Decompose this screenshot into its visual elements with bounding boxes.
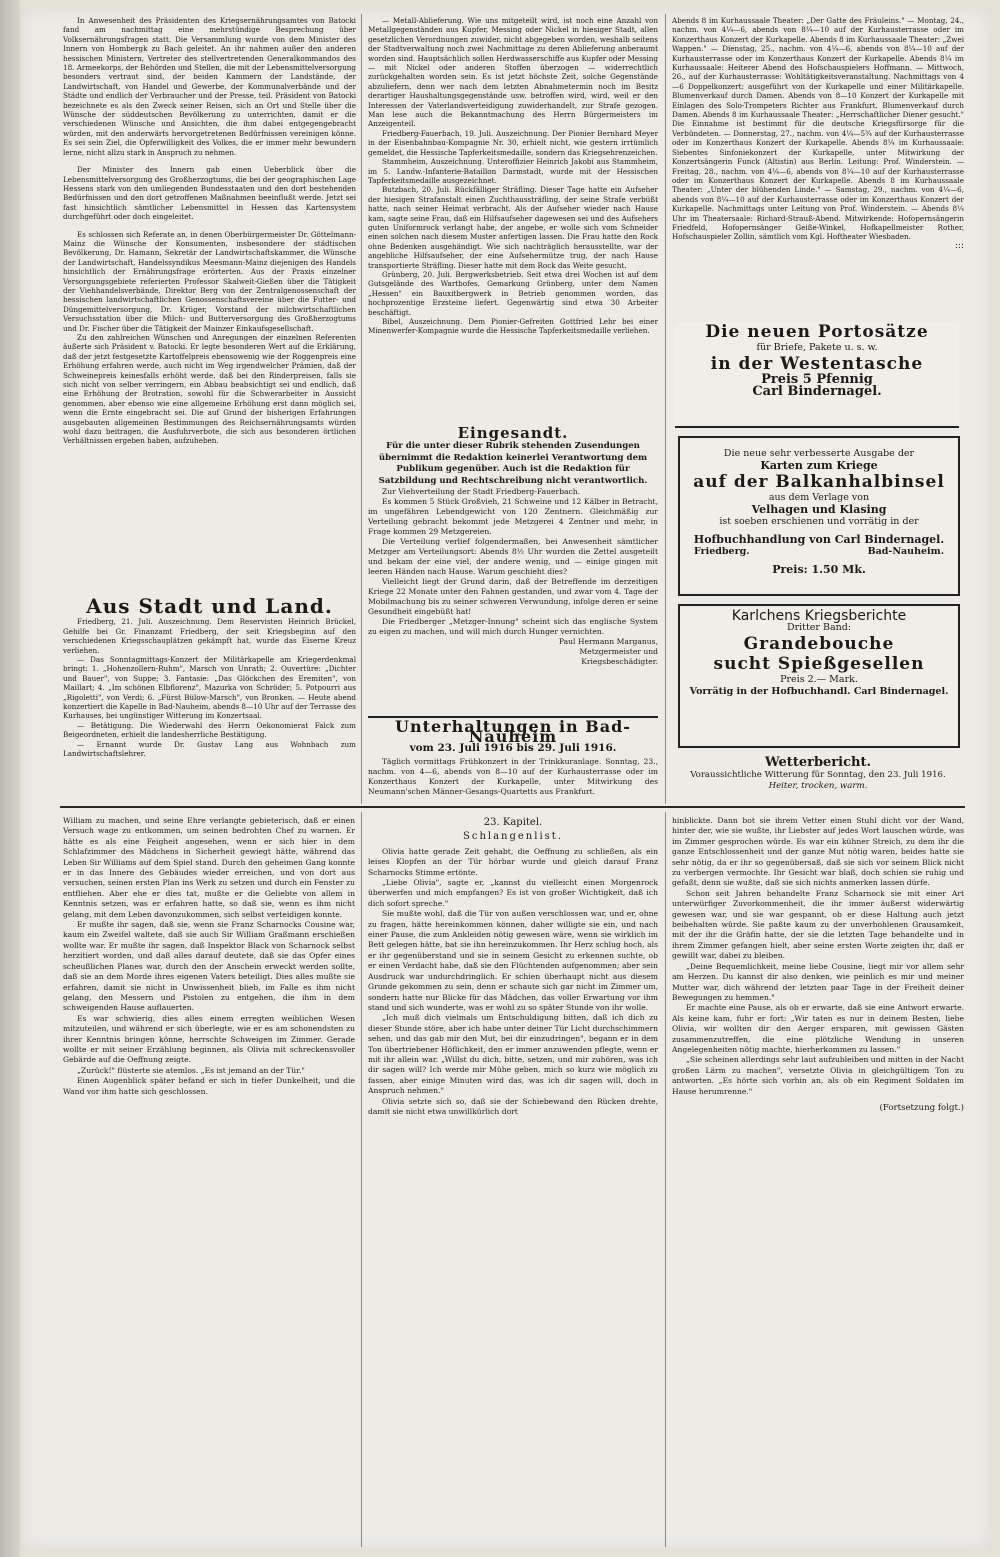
news-item: Friedberg-Fauerbach, 19. Juli. Auszeichnung. Der Pionier Bernhard Meyer in der Eisenbahnbau-Kompagnie Nr. 30, erhielt nicht, wie gestern irrtümlich gemeldet, die Hessische Tapferkeitsmedaille, sondern das Kriegsehrenzeichen. bbox=[368, 128, 658, 157]
letter-paragraph: Die Verteilung verlief folgendermaßen, bei Anwesenheit sämtlicher Metzger am Verteilungsort: Abends 8½ Uhr wurden die Zettel ausgeteilt und bekam der eine viel, der andere wenig, und — einige gingen mit leeren Händen nach Hause. Warum geschieht dies? bbox=[368, 537, 658, 576]
ad-line: für Briefe, Pakete u. s. w. bbox=[756, 342, 878, 353]
ad-city: Friedberg. bbox=[694, 546, 750, 557]
right-column bbox=[672, 16, 964, 316]
ad-line: Die neue sehr verbesserte Ausgabe der bbox=[723, 448, 915, 459]
left-column bbox=[63, 16, 356, 586]
ad-headline: auf der Balkanhalbinsel bbox=[693, 472, 945, 492]
wetter-line: Voraussichtliche Witterung für Sonntag, den 23. Juli 1916. bbox=[690, 769, 946, 780]
section-title: Unterhaltungen in Bad-Nauheim bbox=[395, 717, 631, 746]
ad-headline: sucht Spießgesellen bbox=[713, 654, 925, 674]
column-rule bbox=[665, 14, 666, 804]
ad-line: aus dem Verlage von bbox=[768, 492, 870, 503]
unterhaltungen-section bbox=[368, 716, 658, 806]
news-item: Friedberg, 21. Juli. Auszeichnung. Dem Reservisten Heinrich Brückel, Gehilfe bei Gr. Finanzamt Friedberg, der seit Kriegsbeginn auf den verschiedenen Kriegsschauplätzen gekämpft hat, wurde das Eiserne Kreuz verliehen. bbox=[63, 617, 356, 655]
article-paragraph: Es schlossen sich Referate an, in denen Oberbürgermeister Dr. Göttelmann-Mainz die Wünsche der Konsumenten, insbesondere der städtischen Bevölkerung, Dr. Hamann, Sekretär der Landwirtschaftskammer, die Wünsche der Landwirtschaft, Handelssyndikus Meesmann-Mainz diejenigen des Handels hinsichtlich der Ernährungsfrage erörterten. Aus der Praxis einzelner Versorgungsgebiete referierten Professor Skalweit-Gießen über die Tätigkeit der Viehhandelsverbände, Direktor Berg von der Zentralgenossenschaft der hessischen landwirtschaftlichen Genossenschaftsvereine über die Futter- und Düngemittelversorgung, Dr. Krüger, Vorstand der milchwirtschaftlichen Versuchsstation über die Milch- und Butterversorgung des Großherzogtums und Dr. Fischer über die Tätigkeit der Mainzer Einkaufsgesellschaft. bbox=[63, 229, 356, 333]
news-item: — Metall-Ablieferung. Wie uns mitgeteilt wird, ist noch eine Anzahl von Metallgegenständen aus Kupfer, Messing oder Nickel in hiesiger Stadt, allen gesetzlichen Verordnungen zuwider, nicht abgegeben worden, weshalb seitens der Stadtverwaltung noch zwei Nachmittage zu deren Ablieferung anberaumt worden sind. Hauptsächlich sollen Herdwasserschiffe aus Kupfer oder Messing — mit Nickel oder anderen Stoffen überzogen — widerrechtlich zurückgehalten worden sein. Es ist jetzt höchste Zeit, solche Gegenstände abzuliefern, denn wer nach dem letzten Abnahmetermin noch im Besitz derartiger Haushaltungsgegenstände usw. betroffen wird, wird, weil er den Interessen der Vaterlandsverteidigung zuwiderhandelt, zur Strafe gezogen. Man lese auch die Bekanntmachung des Herrn Bürgermeisters im Anzeigenteil. bbox=[368, 16, 658, 129]
story-paragraph: Schon seit Jahren behandelte Franz Scharnock sie mit einer Art unterwürfiger Zuvorkommenheit, die ihr immer äußerst widerwärtig gewesen war, und sie war gespannt, ob er diese Haltung auch jetzt beibehalten würde. Sie paßte kaum zu der unverhohlenen Grausamkeit, mit der ihr die Gräfin hatte, der sie die letzten Tage behandelte und in ihrem Zimmer gefangen hielt, aber seine ersten Worte zeigten ihr, daß er gewillt war, dabei zu bleiben. bbox=[672, 888, 964, 961]
article-paragraph: Der Minister des Innern gab einen Ueberblick über die Lebensmittelversorgung des Großherzogtums, die bei der geographischen Lage Hessens stark von den umliegenden Bundesstaaten und den dort bestehenden Bedürfnissen und den dort getroffenen Maßnahmen beeinflußt werde. Jetzt sei fast hinsichtlich sämtlicher Lebensmittel in Hessen das Kartensystem durchgeführt oder doch eingeleitet. bbox=[63, 165, 356, 222]
story-column-1 bbox=[63, 816, 355, 1546]
ad-shop: Hofbuchhandlung von Carl Bindernagel. bbox=[693, 533, 945, 546]
signature: Kriegsbeschädigter. bbox=[581, 657, 658, 666]
wetterbericht bbox=[672, 756, 964, 800]
story-paragraph: „Zurück!" flüsterte sie atemlos. „Es ist jemand an der Tür." bbox=[77, 1065, 305, 1075]
story-paragraph: Olivia hatte gerade Zeit gehabt, die Oeffnung zu schließen, als ein leises Klopfen an der Tür hörbar wurde und gleich darauf Franz Scharnocks Stimme ertönte. bbox=[368, 846, 658, 877]
page-edge bbox=[0, 0, 20, 1557]
story-paragraph: Olivia setzte sich so, daß sie der Schiebewand den Rücken drehte, damit sie nicht etwa unwillkürlich dort bbox=[368, 1096, 658, 1116]
end-marker: ::: bbox=[954, 240, 964, 251]
news-item: Bibel, Auszeichnung. Dem Pionier-Gefreiten Gottfried Lehr bei einer Minenwerfer-Kompagnie wurde die Hessische Tapferkeitsmedaille verliehen. bbox=[368, 317, 658, 336]
chapter-title: Schlangenlist. bbox=[463, 831, 563, 843]
ad-price: Preis 2.— Mark. bbox=[780, 674, 858, 685]
story-paragraph: Er mußte ihr sagen, daß sie, wenn sie Franz Scharnocks Cousine war, kaum ein Zweifel waltete, daß sie auch Sir William Graßmann erschießen wollte war. Er mußte ihr sagen, daß Inspektor Black von Scharnock selbst herzitiert worden, und daß alles darauf deutete, daß sie das Opfer eines scheußlichen Planes war, durch den der Anschein erweckt werden sollte, daß sie an dem Morde ihres eigenen Vaters beteiligt. Dies alles mußte sie erfahren, damit sie nicht in Unwissenheit blieb, im Falle es ihm nicht gelang, den Messern und Pistolen zu entgehen, die ihm in dem schweigenden Hause auflauerten. bbox=[63, 920, 355, 1013]
ad-publisher: Carl Bindernagel. bbox=[752, 384, 882, 399]
story-paragraph: William zu machen, und seine Ehre verlangte gebieterisch, daß er einen Versuch wage zu entkommen, um seinen bedrohten Chef zu warnen. Er hätte es als eine Feigheit angesehen, wenn er sich hier in dem Schlafzimmer des Mädchens in Sicherheit gewiegt hätte, während das Leben Sir Williams auf dem Spiel stand. Durch den geheimen Gang konnte er in das Innere des Gebäudes wieder erreichen, und von dort aus versuchen, seinen ersten Plan ins Werk zu setzen und durch ein Fenster zu entfliehen. Aber ehe er dies tat, mußte er die Geliebte von allem in Kenntnis setzen, was er erfahren hatte, so daß sie, wenn es ihm nicht gelang, mit dem Leben davonzukommen, sich selbst verteidigen konnte. bbox=[63, 816, 355, 919]
story-paragraph: „Ich muß dich vielmals um Entschuldigung bitten, daß ich dich zu dieser Stunde störe, aber ich habe unter deiner Tür Licht durchschimmern sehen, und das gab mir den Mut, bei dir einzudringen", begann er in dem Ton übertriebener Höflichkeit, den er immer anzuwenden pflegte, wenn er mit ihr allein war. „Willst du dich, bitte, setzen, und mir zuhören, was ich dir sagen will? Ich werde mir Mühe geben, mich so kurz wie möglich zu fassen, aber einige Minuten wird das, was ich dir sagen will, doch in Anspruch nehmen." bbox=[368, 1013, 658, 1096]
story-paragraph: hinblickte. Dann bot sie ihrem Vetter einen Stuhl dicht vor der Wand, hinter der, wie sie wußte, ihr Liebster auf jedes Wort lauschen würde, was im Zimmer gesprochen würde. Es war ein kühner Streich, zu dem ihr die ganze Entschlossenheit und der ganze Mut nötig waren, beides hatte sie sehr nötig, da er ihr so gegenübersaß, daß sie sich vor seinem Blick nicht zu verbergen vermochte. Ihr Gesicht war blaß, doch schien sie ruhig und gefaßt, denn sie wußte, daß sie sich nichts anmerken lassen dürfe. bbox=[672, 816, 964, 888]
column-rule bbox=[361, 812, 362, 1547]
ad-headline: Grandebouche bbox=[743, 634, 895, 654]
ad-line: Velhagen und Klasing bbox=[751, 503, 887, 516]
article-paragraph: Zu den zahlreichen Wünschen und Anregungen der einzelnen Referenten äußerte sich Präsident v. Batocki. Er legte besonderen Wert auf die Erklärung, daß der jetzt festgesetzte Kartoffelpreis ebensowenig wie der Roggenpreis eine Erhöhung erfahren werde, auch nicht im Weg irgendwelcher Prämien, daß der Schweinepreis keinesfalls erhöht werde, daß bei den Rinderpreisen, falls sie sich nicht von selber verringern, ein Abbau beabsichtigt sei und endlich, daß eine Erhöhung der Brotration, sowohl für die Schwerarbeiter in Aussicht genommen, aber ebenso wie eine allgemeine Erhöhung erst dann möglich sei, wenn die Ernte eingebracht sei. Die auf Grund der bisherigen Erfahrungen ausgebauten allgemeinen Bestimmungen des Reichsernährungsamts würden wohl dazu beitragen, die Ausfuhrverbote, die sich aus besonderen örtlichen Verhältnissen ergeben haben, aufzuheben. bbox=[63, 333, 356, 446]
ad-city: Bad-Nauheim. bbox=[867, 546, 944, 557]
letter-paragraph: Es kommen 5 Stück Großvieh, 21 Schweine und 12 Kälber in Betracht, im ungefähren Lebendgewicht von 120 Zentnern. Gleichmäßig zur Verteilung gebracht bekommt jede Metzgerei 4 Zentner und mehr, in Frage kommen 29 Metzgereien. bbox=[368, 497, 658, 536]
ad-price: Preis 5 Pfennig bbox=[761, 372, 873, 387]
event-paragraph: Täglich vormittags Frühkonzert in der Trinkkuranlage. Sonntag, 23., nachm. von 4—6, abends von 8—10 auf der Kurhausterrasse oder im Konzerthaus Konzert der Kurkapelle, unter Mitwirkung des Neumann'schen Männer-Gesangs-Quartetts aus Frankfurt. bbox=[368, 757, 658, 796]
wetter-title: Wetterbericht. bbox=[765, 756, 871, 770]
ad-line: Karten zum Kriege bbox=[760, 459, 878, 472]
middle-column bbox=[368, 16, 658, 420]
ad-line: Dritter Band: bbox=[786, 622, 852, 633]
chapter-number: 23. Kapitel. bbox=[483, 817, 543, 828]
ad-balkan-karten bbox=[678, 436, 960, 596]
ad-title: Karlchens Kriegsberichte bbox=[731, 608, 907, 624]
signature: Metzgermeister und bbox=[579, 647, 658, 656]
story-paragraph: Einen Augenblick später befand er sich in tiefer Dunkelheit, und die Wand vor ihm hatte sich geschlossen. bbox=[63, 1076, 355, 1096]
story-paragraph: Sie mußte wohl, daß die Tür von außen verschlossen war, und er, ohne zu fragen, hätte hereinkommen können, daher willigte sie ein, und nach einer Pause, die zum Ankleiden nötig gewesen wäre, wenn sie wirklich im Bett gelegen hätte, bat sie ihn hereinzukommen. Ihr Herz schlug hoch, als er ihr gegenüberstand und sie in seinem Gesicht zu erkennen suchte, ob er einen Verdacht habe, daß sie den Flüchtenden aufgenommen; aber sein Ausdruck war undurchdringlich. Er schien überhaupt nicht aus diesem Grunde gekommen zu sein, denn er schaute sich gar nicht im Zimmer um, sondern hatte nur Blicke für das Mädchen, das voller Erwartung vor ihm stand und sich wunderte, was er wohl zu so später Stunde von ihr wolle. bbox=[368, 909, 658, 1012]
section-subtitle: vom 23. Juli 1916 bis 29. Juli 1916. bbox=[409, 742, 617, 754]
signature: Paul Hermann Marganus, bbox=[558, 637, 658, 646]
column-rule bbox=[361, 14, 362, 804]
story-paragraph: Er machte eine Pause, als ob er erwarte, daß sie eine Antwort erwarte. Als keine kam, fuhr er fort: „Wir taten es nur in deinem Besten, liebe Olivia, wir wollten dir den Aerger ersparen, mit gewissen Gästen zusammenzutreffen, die eine plötzliche Wendung in unseren Angelegenheiten nötig machte, hierherkommen zu lassen." bbox=[672, 1003, 964, 1054]
story-paragraph: Es war schwierig, dies alles einem erregten weiblichen Wesen mitzuteilen, und während er sich überlegte, wie er es am schonendsten zu ihrer Kenntnis bringen könne, herrschte Schweigen im Zimmer. Gerade wollte er mit seiner Erzählung beginnen, als Olivia mit schreckensvoller Gebärde auf die Oeffnung zeigte. bbox=[63, 1013, 355, 1065]
letter-paragraph: Zur Viehverteilung der Stadt Friedberg-Fauerbach. bbox=[382, 487, 581, 496]
news-item: — Ernannt wurde Dr. Gustav Lang aus Wohnbach zum Landwirtschaftslehrer. bbox=[63, 739, 356, 759]
story-column-2 bbox=[368, 816, 658, 1546]
news-item: — Betätigung. Die Wiederwahl des Herrn Oekonomierat Falck zum Beigeordneten, erhielt die landesherrliche Bestätigung. bbox=[63, 720, 356, 740]
news-item: — Das Sonntagmittags-Konzert der Militärkapelle am Kriegerdenkmal bringt: 1. „Hohenzollern-Ruhm", Marsch von Unrath; 2. Ouvertüre: „Dichter und Bauer", von Suppe; 3. Fantasie: „Das Glöckchen des Eremiten", von Maillart; 4. „Im schönen Elbflorenz", Mazurka von Schröder; 5. Potpourri aus „Rigoletti", von Verdi; 6. „Fürst Bülow-Marsch", von Bronken. — Heute abend konzertiert die Kapelle in Bad-Nauheim, abends 8—10 Uhr auf der Terrasse des Kurhauses, bei ungünstiger Witterung im Konzertsaal. bbox=[63, 655, 356, 721]
eingesandt-section bbox=[368, 426, 658, 708]
section-title: Aus Stadt und Land. bbox=[86, 594, 333, 618]
story-paragraph: „Liebe Olivia", sagte er, „kannst du vielleicht einen Morgenrock überwerfen und mich empfangen? Es ist von großer Wichtigkeit, daß ich dich sofort spreche." bbox=[368, 878, 658, 908]
letter-paragraph: Die Friedberger „Metzger-Innung" scheint sich das englische System zu eigen zu machen, und will mich durch Hunger vernichten. bbox=[368, 617, 658, 636]
section-title: Eingesandt. bbox=[457, 426, 569, 442]
event-paragraph: Abends 8 im Kurhaussaale Theater: „Der Gatte des Fräuleins." — Montag, 24., nachm. von 4¼—6, abends von 8¼—10 auf der Kurhausterrasse oder im Konzerthaus Konzert der Kurkapelle. Abends 8 im Kurhaussaale Theater: „Zwei Wappen." — Dienstag, 25., nachm. von 4¼—6, abends von 8¼—10 auf der Kurhausterrasse oder im Konzerthaus Konzert der Kurkapelle. Abends 8¼ im Kurhaussaale: Heiterer Abend des Hofschauspielers Hoffmann. — Mittwoch, 26., auf der Kurhausterrasse: Wohltätigkeitsveranstaltung. Nachmittags von 4—6 Doppelkonzert: ausgeführt von der Kurkapelle und einer Militärkapelle. Blumenverkauf durch Damen. Abends von 8—10 Konzert der Kurkapelle mit Einlagen des Solo-Trompeters Richter aus Frankfurt. Blumenverkauf durch Damen. Abends 8 im Kurhaussaale Theater: „Herrschaftlicher Diener gesucht." Die Einnahme ist bestimmt für die deutsche Kriegsfürsorge für die Verbündeten. — Donnerstag, 27., nachm. von 4¼—5¾ auf der Kurhausterrasse oder im Konzerthaus Konzert der Kurkapelle. Abends 8¼ im Kurhaussaale: Siebentes Sinfoniekonzert der Kurkapelle, unter Mitwirkung der Konzertsängerin Funck (Altistin) aus Berlin. Leitung: Prof. Winderstein. — Freitag, 28., nachm. von 4¼—6, abends von 8¼—10 auf der Kurhausterrasse oder im Konzerthaus Konzert der Kurkapelle. Abends 8 im Kurhaussaale Theater: „Unter der blühenden Linde." — Samstag, 29., nachm. von 4¼—6, abends von 8¼—10 auf der Kurhausterrasse oder im Konzerthaus Konzert der Kurkapelle. Nachmittags unter Leitung von Prof. Winderstein. — Abends 8¼ Uhr im Theatersaale: Richard-Strauß-Abend. Mitwirkende: Hofopernsängerin Friedfeld, Hofopernsänger Geiße-Winkel, Hofkapellmeister Rother, Hofschauspieler Zollin, sämtlich vom Kgl. Hoftheater Wiesbaden. bbox=[672, 16, 964, 242]
letter-paragraph: Vielleicht liegt der Grund darin, daß der Betreffende im derzeitigen Kriege 22 Monate unter den Fahnen gestanden, und zwar vom 4. Tage der Mobilmachung bis zu seiner schweren Verwundung, infolge deren er seine Gesundheit eingebüßt hat! bbox=[368, 577, 658, 616]
section-rule bbox=[60, 806, 965, 808]
ad-shop: Vorrätig in der Hofbuchhandl. Carl Bindernagel. bbox=[689, 686, 949, 697]
news-item: Butzbach, 20. Juli. Rückfälliger Sträfling. Dieser Tage hatte ein Aufseher der hiesigen Strafanstalt einen Zuchthaussträfling, der seine Strafe verbüßt hatte, nach seiner Heimat verbracht. Als der Aufseher wieder nach Hause kam, sagte seine Frau, daß ein Hilfsaufseher dagewesen sei und des Aufsehers guten Uniformrock verlangt habe, der angebe, er wolle sich vom Schneider einen solchen nach diesem Muster anfertigen lassen. Die Frau hatte den Rock ohne Bedenken ausgehändigt. Wie sich nachträglich herausstellte, war der angebliche Hilfsaufseher, der eine Aufsehermütze trug, der nach Hause transportierte Sträfling. Dieser hatte mit dem Rock das Weite gesucht. bbox=[368, 185, 658, 270]
continuation-note: (Fortsetzung folgt.) bbox=[879, 1102, 964, 1113]
news-item: Grünberg, 20. Juli. Bergwerksbetrieb. Seit etwa drei Wochen ist auf dem Gutsgelände des Wartbofes, Gemarkung Grünberg, unter dem Namen „Hessen" ein Bauxitbergwerk in Betrieb genommen worden, das hochprozentige Erzsteine liefert. Gegenwärtig sind etwa 30 Arbeiter beschäftigt. bbox=[368, 269, 658, 317]
ad-karlchen-compact bbox=[676, 596, 958, 756]
ad-headline: in der Westentasche bbox=[710, 354, 924, 374]
disclaimer: Für die unter dieser Rubrik stehenden Zusendungen übernimmt die Redaktion keinerlei Verantwortung dem Publikum gegenüber. Auch ist die Redaktion für Satzbildung und Rechtschreibung nicht verantwortlich. bbox=[378, 441, 648, 486]
story-paragraph: „Deine Bequemlichkeit, meine liebe Cousine, liegt mir vor allem sehr am Herzen. Du kannst dir also denken, wie peinlich es mir und meiner Mutter war, dich während der letzten paar Tage in der Freiheit deiner Bewegungen zu hemmen." bbox=[672, 961, 964, 1002]
ad-title: Die neuen Portosätze bbox=[705, 322, 929, 342]
story-column-3 bbox=[672, 816, 964, 1546]
column-rule bbox=[665, 812, 666, 1547]
story-paragraph: „Sie scheinen allerdings sehr laut aufzubleiben und mitten in der Nacht großen Lärm zu machen", versetzte Olivia in gleichgültigem Ton zu antworten. „Es hörte sich vorhin an, als ob ein Regiment Soldaten im Hause herumrenne." bbox=[672, 1055, 964, 1096]
article-paragraph: In Anwesenheit des Präsidenten des Kriegsernährungsamtes von Batocki fand am nachmittag eine mehrstündige Besprechung über Volksernährungsfragen statt. Die Versammlung wurde von dem Minister des Innern von Hombergk zu Bach geleitet. An ihr nahmen außer den anderen hessischen Ministern, Vertreter des stellvertretenden Generalkommandos des 18. Armeekorps, der Behörden und Stellen, die mit der Lebensmittelversorgung besonders vertraut sind, der beiden Kammern der Landstände, der Landwirtschaft, von Handel und Gewerbe, der Kommunalverbände und der Städte und endlich der Verbraucher und der Presse, teil. Präsident von Batocki bezeichnete es als den Zweck seiner Reisen, sich an Ort und Stelle über die Wünsche der süddeutschen Bevölkerung zu unterrichten, damit er die verschiedenen Wünsche und Ansichten, die ihm dabei entgegengebracht würden, mit den anderwärts hervorgetretenen Bedürfnissen vereinigen könne. Es sei sein Ziel, die Opferwilligkeit des Volkes, die er immer mehr bewundern lerne, nicht allzu stark in Anspruch zu nehmen. bbox=[63, 16, 356, 157]
ad-line: ist soeben erschienen und vorrätig in der bbox=[719, 516, 919, 527]
section-stadt bbox=[63, 592, 356, 804]
ad-price: Preis: 1.50 Mk. bbox=[772, 563, 866, 576]
news-item: Stammheim, Auszeichnung. Unteroffizier Heinrich Jakobi aus Stammheim, im 5. Landw.-Infanterie-Bataillon Darmstadt, wurde mit der Hessischen Tapferkeitsmedaille ausgezeichnet. bbox=[368, 157, 658, 185]
ad-portosaetze bbox=[675, 322, 959, 428]
wetter-forecast: Heiter, trocken, warm. bbox=[768, 781, 868, 792]
